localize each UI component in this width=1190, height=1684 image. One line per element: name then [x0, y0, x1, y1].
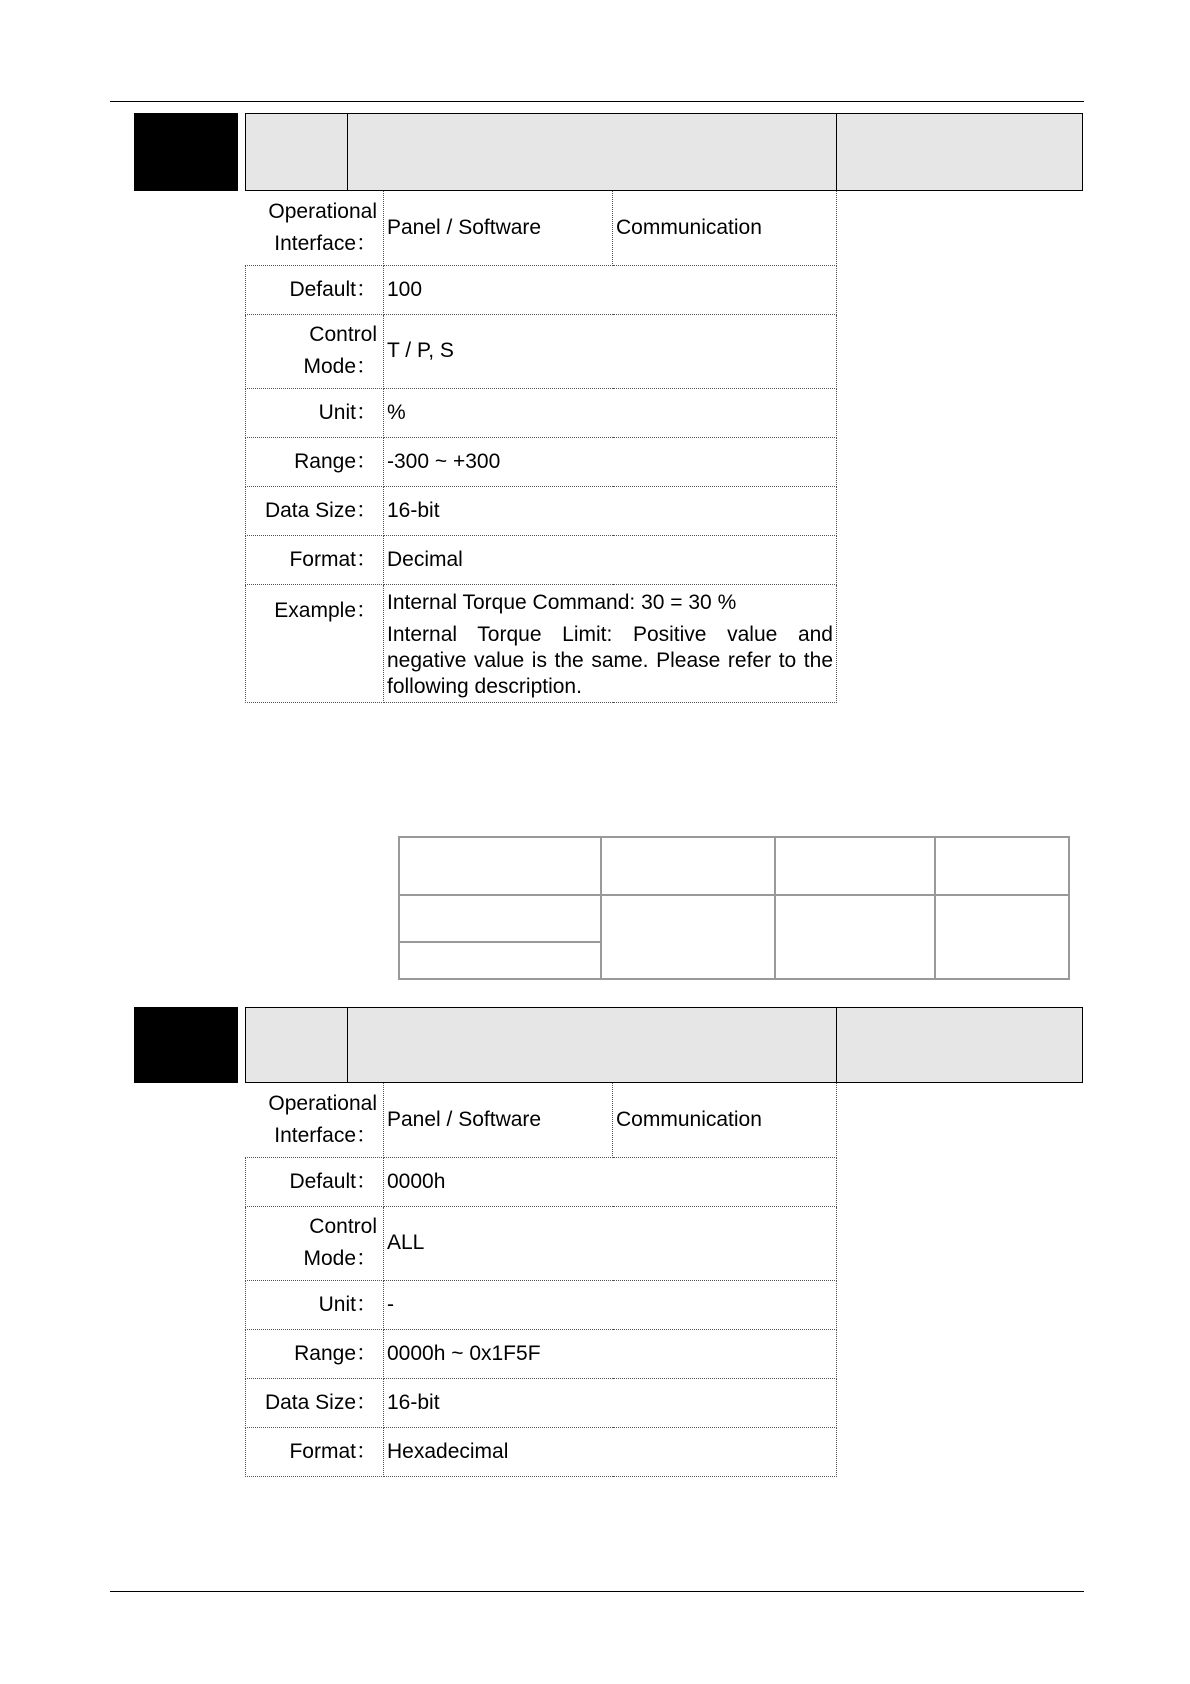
- label-line-interface: Interface：: [274, 231, 377, 255]
- param-header-address-cell-2: [246, 1008, 348, 1082]
- example-line-1: Internal Torque Command: 30 = 30 %: [387, 590, 737, 614]
- row-unit-2: [246, 1280, 837, 1329]
- row-format: [246, 535, 837, 584]
- label-default: Default：: [246, 265, 384, 314]
- row-operational-interface-2: [246, 1083, 837, 1157]
- grid-header-cell-3: [775, 837, 935, 895]
- value-format: Decimal: [384, 535, 837, 584]
- row-range: [246, 437, 837, 486]
- row-control-mode: [246, 314, 837, 388]
- grid-row-cell-1b: [399, 942, 601, 979]
- value-unit: %: [384, 388, 837, 437]
- value-data-size: 16-bit: [384, 486, 837, 535]
- param-header-address2-cell-2: [837, 1008, 1082, 1082]
- row-range-2: [246, 1329, 837, 1378]
- grid-header-cell-1: [399, 837, 601, 895]
- label-data-size: Data Size：: [246, 486, 384, 535]
- param-header-name-cell: [348, 114, 837, 190]
- value-control-mode-2: ALL: [384, 1206, 837, 1280]
- row-data-size: [246, 486, 837, 535]
- label-operational-interface: [246, 191, 384, 265]
- label-format-2: Format：: [246, 1427, 384, 1476]
- grid-header-cell-4: [935, 837, 1069, 895]
- param-header-bar-2: [245, 1007, 1083, 1083]
- label-control-mode-2: [246, 1206, 384, 1280]
- value-control-mode: T / P, S: [384, 314, 837, 388]
- param-header-address-cell: [246, 114, 348, 190]
- label-line-control-2: Control: [309, 1215, 377, 1238]
- grid-row-cell-4: [935, 895, 1069, 979]
- label-format: Format：: [246, 535, 384, 584]
- value-data-size-2: 16-bit: [384, 1378, 837, 1427]
- row-data-size-2: [246, 1378, 837, 1427]
- label-control-mode: [246, 314, 384, 388]
- row-operational-interface: [246, 191, 837, 265]
- param-header-address2-cell: [837, 114, 1082, 190]
- value-communication: Communication: [613, 191, 837, 265]
- row-default-2: [246, 1157, 837, 1206]
- label-range-2: Range：: [246, 1329, 384, 1378]
- param-number-badge: [134, 113, 238, 191]
- value-default: 100: [384, 265, 837, 314]
- row-example: [246, 584, 837, 702]
- label-example: Example：: [246, 584, 384, 702]
- grid-row-cell-3: [775, 895, 935, 979]
- label-range: Range：: [246, 437, 384, 486]
- label-line-operational: Operational: [268, 199, 377, 223]
- label-line-mode-2: Mode：: [303, 1247, 377, 1270]
- header-rule: [110, 101, 1084, 102]
- value-default-2: 0000h: [384, 1157, 837, 1206]
- grid-header-cell-2: [601, 837, 775, 895]
- value-panel-software: Panel / Software: [384, 191, 613, 265]
- row-unit: [246, 388, 837, 437]
- row-control-mode-2: [246, 1206, 837, 1280]
- label-unit-2: Unit：: [246, 1280, 384, 1329]
- param-number-badge-2: [134, 1007, 238, 1083]
- value-communication-2: Communication: [613, 1083, 837, 1157]
- label-operational-interface-2: [246, 1083, 384, 1157]
- torque-limit-table: [398, 836, 1070, 980]
- label-line-operational-2: Operational: [268, 1091, 377, 1115]
- param-header-bar: [245, 113, 1083, 191]
- param-header-name-cell-2: [348, 1008, 837, 1082]
- value-range: -300 ~ +300: [384, 437, 837, 486]
- label-data-size-2: Data Size：: [246, 1378, 384, 1427]
- row-default: [246, 265, 837, 314]
- value-range-2: 0000h ~ 0x1F5F: [384, 1329, 837, 1378]
- value-unit-2: -: [384, 1280, 837, 1329]
- value-format-2: Hexadecimal: [384, 1427, 837, 1476]
- label-line-interface-2: Interface：: [274, 1123, 377, 1147]
- param-table-1: [245, 191, 837, 703]
- row-format-2: [246, 1427, 837, 1476]
- param-table-2: [245, 1083, 837, 1477]
- label-unit: Unit：: [246, 388, 384, 437]
- value-example: [384, 584, 837, 702]
- grid-row-cell-2: [601, 895, 775, 979]
- label-line-mode: Mode：: [303, 355, 377, 378]
- footer-rule: [110, 1591, 1084, 1592]
- label-line-control: Control: [309, 323, 377, 346]
- label-default-2: Default：: [246, 1157, 384, 1206]
- example-line-2: Internal Torque Limit: Positive value and negative value is the same. Please refer to the following description.: [387, 622, 833, 699]
- grid-row-cell-1a: [399, 895, 601, 942]
- value-panel-software-2: Panel / Software: [384, 1083, 613, 1157]
